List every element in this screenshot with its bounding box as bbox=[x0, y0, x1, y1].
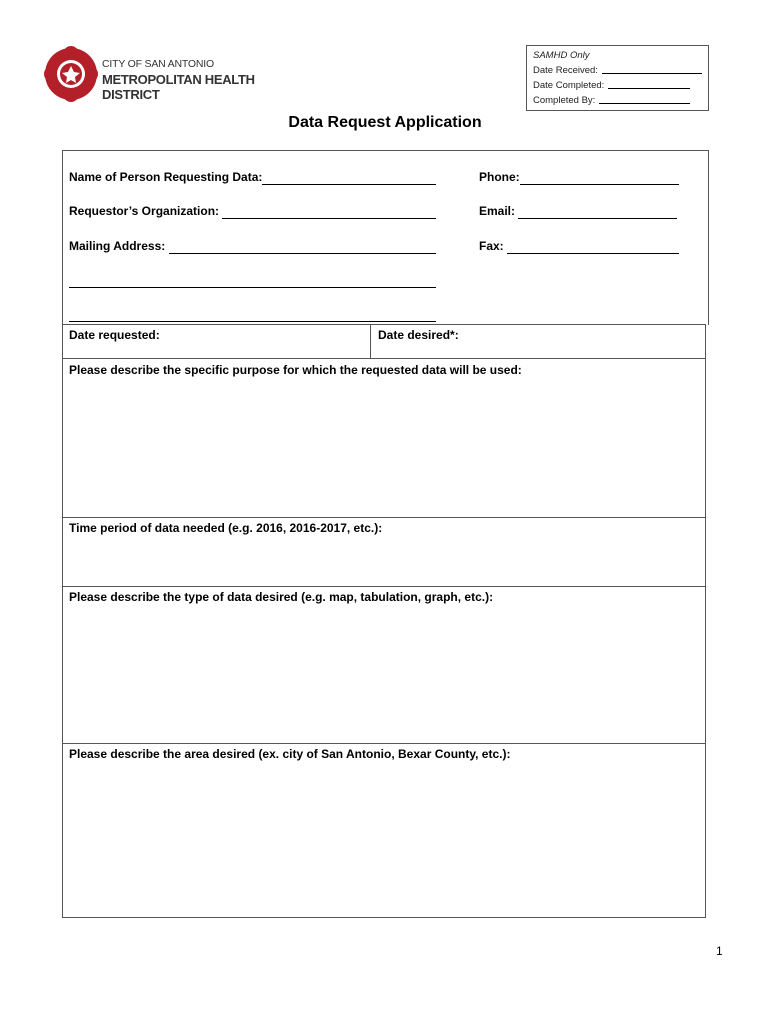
logo bbox=[44, 46, 289, 102]
phone-label: Phone: bbox=[479, 170, 520, 184]
fax-label: Fax: bbox=[479, 239, 504, 253]
name-label: Name of Person Requesting Data: bbox=[69, 170, 263, 184]
area-label: Please describe the area desired (ex. city of San Antonio, Bexar County, etc.): bbox=[69, 747, 511, 761]
area-section[interactable] bbox=[62, 743, 706, 918]
organization-field[interactable] bbox=[222, 204, 436, 219]
name-field[interactable] bbox=[262, 170, 436, 185]
completed-by-row bbox=[533, 93, 702, 108]
phone-field[interactable] bbox=[520, 170, 679, 185]
mailing-address-label: Mailing Address: bbox=[69, 239, 166, 253]
page-title: Data Request Application bbox=[288, 114, 482, 131]
date-completed-row bbox=[533, 78, 702, 93]
logo-district-line: METROPOLITAN HEALTH DISTRICT bbox=[102, 72, 255, 102]
date-requested-label: Date requested: bbox=[69, 328, 160, 342]
date-completed-field[interactable] bbox=[608, 78, 690, 89]
office-use-heading: SAMHD Only bbox=[533, 50, 590, 61]
mailing-address-line-3[interactable] bbox=[69, 307, 436, 322]
data-type-section[interactable] bbox=[62, 586, 706, 744]
fax-field[interactable] bbox=[507, 239, 679, 254]
logo-city-line: CITY OF SAN ANTONIO bbox=[102, 58, 214, 70]
health-district-seal-icon bbox=[44, 46, 98, 102]
data-type-label: Please describe the type of data desired (e.g. map, tabulation, graph, etc.): bbox=[69, 590, 494, 604]
page-number: 1 bbox=[716, 944, 723, 958]
completed-by-field[interactable] bbox=[599, 93, 690, 104]
date-desired-label: Date desired*: bbox=[378, 328, 459, 342]
mailing-address-line-2[interactable] bbox=[69, 273, 436, 288]
date-received-field[interactable] bbox=[602, 63, 702, 74]
purpose-label: Please describe the specific purpose for which the requested data will be used: bbox=[69, 363, 522, 377]
email-field[interactable] bbox=[518, 204, 677, 219]
time-period-section[interactable] bbox=[62, 517, 706, 587]
office-use-box bbox=[526, 45, 709, 111]
email-label: Email: bbox=[479, 204, 516, 218]
date-completed-label: Date Completed: bbox=[533, 80, 605, 91]
time-period-label: Time period of data needed (e.g. 2016, 2016-2017, etc.): bbox=[69, 521, 383, 535]
date-received-label: Date Received: bbox=[533, 65, 598, 76]
purpose-section[interactable] bbox=[62, 358, 706, 518]
mailing-address-field[interactable] bbox=[169, 239, 436, 254]
date-received-row bbox=[533, 63, 702, 78]
date-requested-cell[interactable] bbox=[62, 324, 371, 359]
date-desired-cell[interactable] bbox=[370, 324, 706, 359]
organization-label: Requestor’s Organization: bbox=[69, 204, 220, 218]
completed-by-label: Completed By: bbox=[533, 95, 596, 106]
